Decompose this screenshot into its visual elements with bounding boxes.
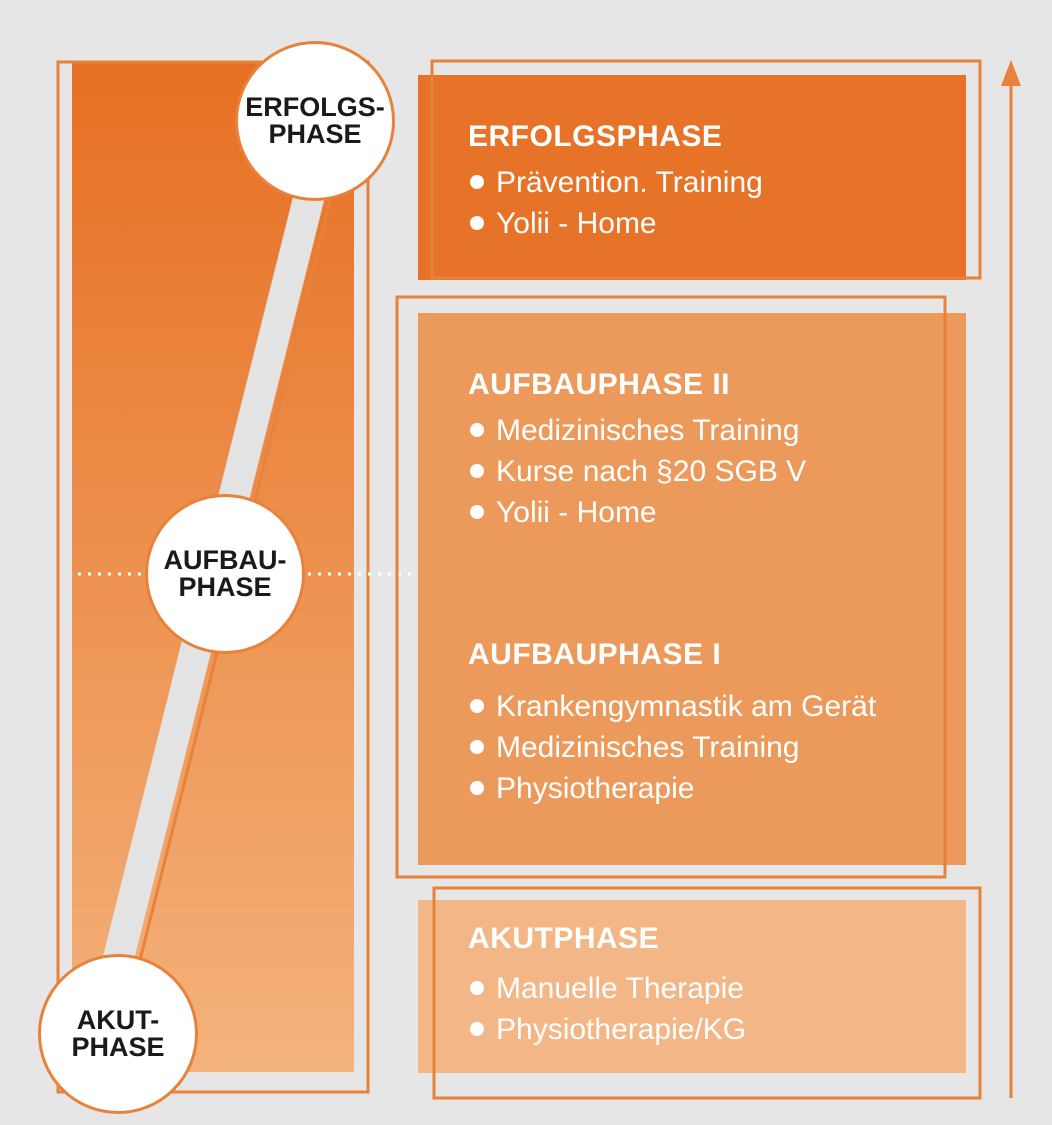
bullet-dot-icon — [470, 464, 484, 478]
circle-akutphase — [38, 954, 198, 1114]
akutphase-title: AKUTPHASE — [468, 922, 660, 955]
erfolgsphase-item — [468, 203, 763, 244]
bullet-dot-icon — [470, 699, 484, 713]
progress-arrow-head — [1001, 60, 1021, 86]
aufbauphase1-item-text: Krankengymnastik am Gerät — [496, 690, 877, 723]
circle-akutphase-line1: AKUT- — [76, 1005, 160, 1035]
akutphase-content — [468, 922, 746, 1050]
aufbauphase2-item — [468, 492, 806, 533]
bullet-dot-icon — [470, 423, 484, 437]
erfolgsphase-item-text: Prävention. Training — [496, 166, 763, 199]
bullet-dot-icon — [470, 781, 484, 795]
aufbauphase2-item-text: Yolii - Home — [496, 496, 657, 529]
akutphase-item-text: Manuelle Therapie — [496, 972, 744, 1005]
akutphase-item — [468, 1009, 746, 1050]
bullet-dot-icon — [470, 216, 484, 230]
circle-aufbauphase — [145, 494, 305, 654]
circle-aufbauphase-line1: AUFBAU- — [163, 545, 287, 575]
circle-erfolgsphase-line1: ERFOLGS- — [245, 92, 385, 122]
aufbauphase1-item — [468, 768, 876, 809]
circle-akutphase-line2: PHASE — [71, 1032, 165, 1062]
bullet-dot-icon — [470, 505, 484, 519]
erfolgsphase-title: ERFOLGSPHASE — [468, 120, 723, 153]
aufbauphase2-item-text: Medizinisches Training — [496, 414, 800, 447]
akutphase-item — [468, 968, 746, 1009]
circle-erfolgsphase-line2: PHASE — [268, 119, 362, 149]
akutphase-item-text: Physiotherapie/KG — [496, 1013, 747, 1046]
bullet-dot-icon — [470, 740, 484, 754]
aufbauphase2-item — [468, 451, 806, 492]
aufbauphase1-item-text: Physiotherapie — [496, 772, 695, 805]
bullet-dot-icon — [470, 175, 484, 189]
circle-erfolgsphase — [235, 41, 395, 201]
aufbauphase2-item-text: Kurse nach §20 SGB V — [496, 455, 807, 488]
aufbauphase1-item-text: Medizinisches Training — [496, 731, 800, 764]
aufbauphase2-content — [468, 368, 806, 533]
bullet-dot-icon — [470, 1022, 484, 1036]
erfolgsphase-item-text: Yolii - Home — [496, 207, 657, 240]
aufbauphase1-item — [468, 727, 876, 768]
circle-aufbauphase-line2: PHASE — [178, 572, 272, 602]
aufbauphase1-title: AUFBAUPHASE I — [468, 638, 722, 671]
erfolgsphase-content — [468, 120, 763, 244]
bullet-dot-icon — [470, 981, 484, 995]
aufbauphase2-item — [468, 410, 806, 451]
aufbauphase2-title: AUFBAUPHASE II — [468, 368, 731, 401]
erfolgsphase-item — [468, 162, 763, 203]
aufbauphase1-item — [468, 686, 876, 727]
aufbauphase1-content — [468, 638, 876, 809]
